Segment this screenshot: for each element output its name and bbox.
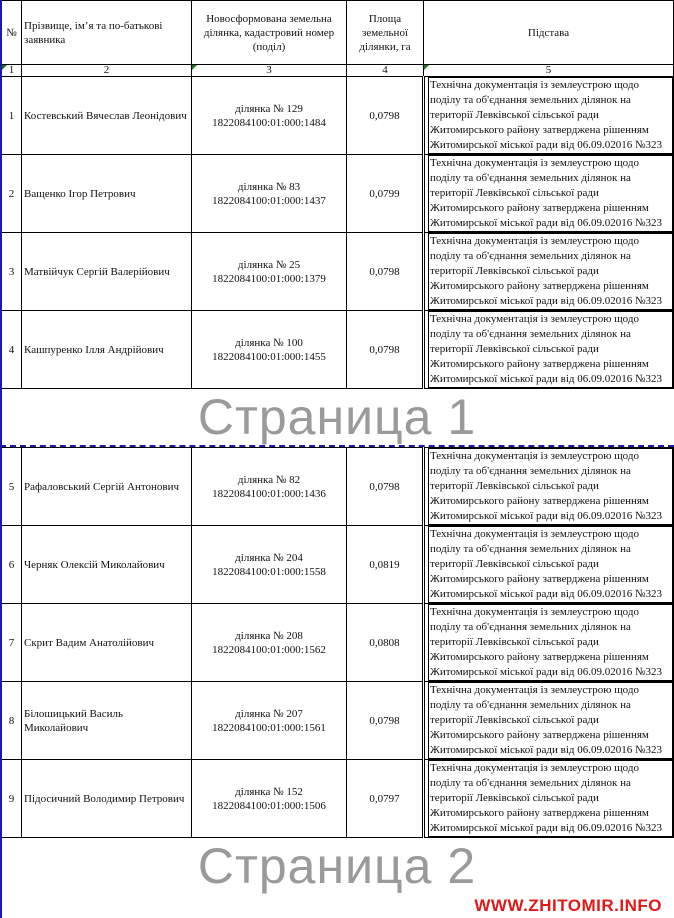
- table-row: [2, 682, 674, 760]
- basis-text: Технічна документація із землеустрою щодо поділу та об'єднання земельних ділянок на території Левківської сільської ради Житомирського району затверджена рішенням Житомирської міської ради від 06.09.02016 №323: [428, 448, 673, 525]
- plot-cell[interactable]: [192, 526, 347, 604]
- header-no[interactable]: №: [2, 1, 22, 65]
- basis-cell[interactable]: [424, 526, 674, 604]
- basis-cell[interactable]: [424, 77, 674, 155]
- plot-number: ділянка № 207: [235, 707, 303, 720]
- error-indicator-icon: [192, 65, 197, 70]
- basis-text: Технічна документація із землеустрою щодо поділу та об'єднання земельних ділянок на території Левківської сільської ради Житомирського району затверджена рішенням Житомирської міської ради від 06.09.02016 №323: [428, 682, 673, 759]
- applicant-name-cell[interactable]: Костевський Вячеслав Леонідович: [22, 77, 192, 155]
- basis-text: Технічна документація із землеустрою щодо поділу та об'єднання земельних ділянок на території Левківської сільської ради Житомирського району затверджена рішенням Житомирської міської ради від 06.09.02016 №323: [428, 155, 673, 232]
- table-row: [2, 311, 674, 389]
- applicant-name-cell[interactable]: Кашпуренко Ілля Андрійович: [22, 311, 192, 389]
- plot-cell[interactable]: [192, 760, 347, 838]
- applicant-name-cell[interactable]: Підосичний Володимир Петрович: [22, 760, 192, 838]
- plot-number: ділянка № 83: [237, 180, 301, 193]
- basis-text: Технічна документація із землеустрою щодо поділу та об'єднання земельних ділянок на території Левківської сільської ради Житомирського району затверджена рішенням Житомирської міської ради від 06.09.02016 №323: [428, 526, 673, 603]
- area-cell[interactable]: 0,0808: [347, 604, 424, 682]
- column-number-cell[interactable]: 3: [192, 65, 347, 77]
- area-cell[interactable]: 0,0798: [347, 233, 424, 311]
- basis-cell[interactable]: [424, 311, 674, 389]
- cadastre-number: 1822084100:01:000:1561: [212, 721, 326, 734]
- area-cell[interactable]: 0,0798: [347, 77, 424, 155]
- plot-number: ділянка № 204: [235, 551, 303, 564]
- plot-number: ділянка № 208: [235, 629, 303, 642]
- applicant-name-cell[interactable]: Ващенко Ігор Петрович: [22, 155, 192, 233]
- row-number-cell[interactable]: 1: [2, 77, 22, 155]
- basis-cell[interactable]: [424, 682, 674, 760]
- row-number-cell[interactable]: 7: [2, 604, 22, 682]
- table-row: [2, 155, 674, 233]
- basis-text: Технічна документація із землеустрою щодо поділу та об'єднання земельних ділянок на території Левківської сільської ради Житомирського району затверджена рішенням Житомирської міської ради від 06.09.02016 №323: [428, 77, 673, 154]
- row-number-cell[interactable]: 6: [2, 526, 22, 604]
- page-watermark-1: Страница 1: [197, 389, 477, 445]
- column-number-cell[interactable]: 5: [424, 65, 674, 77]
- basis-cell[interactable]: [424, 448, 674, 526]
- area-cell[interactable]: 0,0798: [347, 448, 424, 526]
- row-number-cell[interactable]: 4: [2, 311, 22, 389]
- column-number-cell[interactable]: 2: [22, 65, 192, 77]
- plot-cell[interactable]: [192, 604, 347, 682]
- row-number-cell[interactable]: 8: [2, 682, 22, 760]
- header-basis[interactable]: Підстава: [424, 1, 674, 65]
- row-number-cell[interactable]: 5: [2, 448, 22, 526]
- plot-number: ділянка № 82: [237, 473, 301, 486]
- table-row: [2, 233, 674, 311]
- plot-cell[interactable]: [192, 448, 347, 526]
- row-number-cell[interactable]: 2: [2, 155, 22, 233]
- page-watermark-1-row: [0, 389, 674, 445]
- table-row: [2, 77, 674, 155]
- basis-text: Технічна документація із землеустрою щодо поділу та об'єднання земельних ділянок на території Левківської сільської ради Житомирського району затверджена рішенням Житомирської міської ради від 06.09.02016 №323: [428, 760, 673, 837]
- basis-text: Технічна документація із землеустрою щодо поділу та об'єднання земельних ділянок на території Левківської сільської ради Житомирського району затверджена рішенням Житомирської міської ради від 06.09.02016 №323: [428, 233, 673, 310]
- cadastre-number: 1822084100:01:000:1484: [212, 116, 326, 129]
- basis-cell[interactable]: [424, 233, 674, 311]
- header-plot[interactable]: Новосформована земельна ділянка, кадастровий номер (поділ): [192, 1, 347, 65]
- header-area[interactable]: Площа земельної ділянки, га: [347, 1, 424, 65]
- basis-cell[interactable]: [424, 760, 674, 838]
- cadastre-number: 1822084100:01:000:1558: [212, 565, 326, 578]
- table-row: [2, 526, 674, 604]
- plot-cell[interactable]: [192, 682, 347, 760]
- header-row: [2, 1, 674, 65]
- error-indicator-icon: [424, 65, 429, 70]
- column-number-cell[interactable]: 1: [2, 65, 22, 77]
- page-border-line: [0, 0, 2, 918]
- basis-cell[interactable]: [424, 155, 674, 233]
- basis-text: Технічна документація із землеустрою щодо поділу та об'єднання земельних ділянок на території Левківської сільської ради Житомирського району затверджена рішенням Житомирської міської ради від 06.09.02016 №323: [428, 604, 673, 681]
- header-name[interactable]: Прізвище, ім’я та по-батькові заявника: [22, 1, 192, 65]
- column-number-cell[interactable]: 4: [347, 65, 424, 77]
- page-watermark-2-row: [0, 838, 674, 894]
- plot-number: ділянка № 152: [235, 785, 303, 798]
- land-plots-table-page-1: [1, 0, 674, 389]
- footer: [0, 894, 674, 918]
- cadastre-number: 1822084100:01:000:1455: [212, 350, 326, 363]
- area-cell[interactable]: 0,0798: [347, 311, 424, 389]
- cadastre-number: 1822084100:01:000:1562: [212, 643, 326, 656]
- cadastre-number: 1822084100:01:000:1506: [212, 799, 326, 812]
- plot-number: ділянка № 25: [237, 258, 301, 271]
- applicant-name-cell[interactable]: Рафаловський Сергій Антонович: [22, 448, 192, 526]
- plot-cell[interactable]: [192, 155, 347, 233]
- page-watermark-2: Страница 2: [197, 838, 477, 894]
- applicant-name-cell[interactable]: Черняк Олексій Миколайович: [22, 526, 192, 604]
- table-row: [2, 604, 674, 682]
- applicant-name-cell[interactable]: Скрит Вадим Анатолійович: [22, 604, 192, 682]
- area-cell[interactable]: 0,0799: [347, 155, 424, 233]
- cadastre-number: 1822084100:01:000:1436: [212, 487, 326, 500]
- row-number-cell[interactable]: 3: [2, 233, 22, 311]
- table-row: [2, 760, 674, 838]
- table-row: [2, 448, 674, 526]
- basis-cell[interactable]: [424, 604, 674, 682]
- applicant-name-cell[interactable]: Білошицький Василь Миколайович: [22, 682, 192, 760]
- cadastre-number: 1822084100:01:000:1379: [212, 272, 326, 285]
- applicant-name-cell[interactable]: Матвійчук Сергій Валерійович: [22, 233, 192, 311]
- basis-text: Технічна документація із землеустрою щодо поділу та об'єднання земельних ділянок на території Левківської сільської ради Житомирського району затверджена рішенням Житомирської міської ради від 06.09.02016 №323: [428, 311, 673, 388]
- column-number-row: [2, 65, 674, 77]
- land-plots-table-page-2: [1, 447, 674, 838]
- area-cell[interactable]: 0,0798: [347, 682, 424, 760]
- area-cell[interactable]: 0,0797: [347, 760, 424, 838]
- error-indicator-icon: [2, 65, 7, 70]
- row-number-cell[interactable]: 9: [2, 760, 22, 838]
- plot-cell[interactable]: [192, 311, 347, 389]
- plot-number: ділянка № 100: [235, 336, 303, 349]
- site-watermark: WWW.ZHITOMIR.INFO: [474, 896, 662, 915]
- plot-cell[interactable]: [192, 77, 347, 155]
- plot-cell[interactable]: [192, 233, 347, 311]
- cadastre-number: 1822084100:01:000:1437: [212, 194, 326, 207]
- area-cell[interactable]: 0,0819: [347, 526, 424, 604]
- plot-number: ділянка № 129: [235, 102, 303, 115]
